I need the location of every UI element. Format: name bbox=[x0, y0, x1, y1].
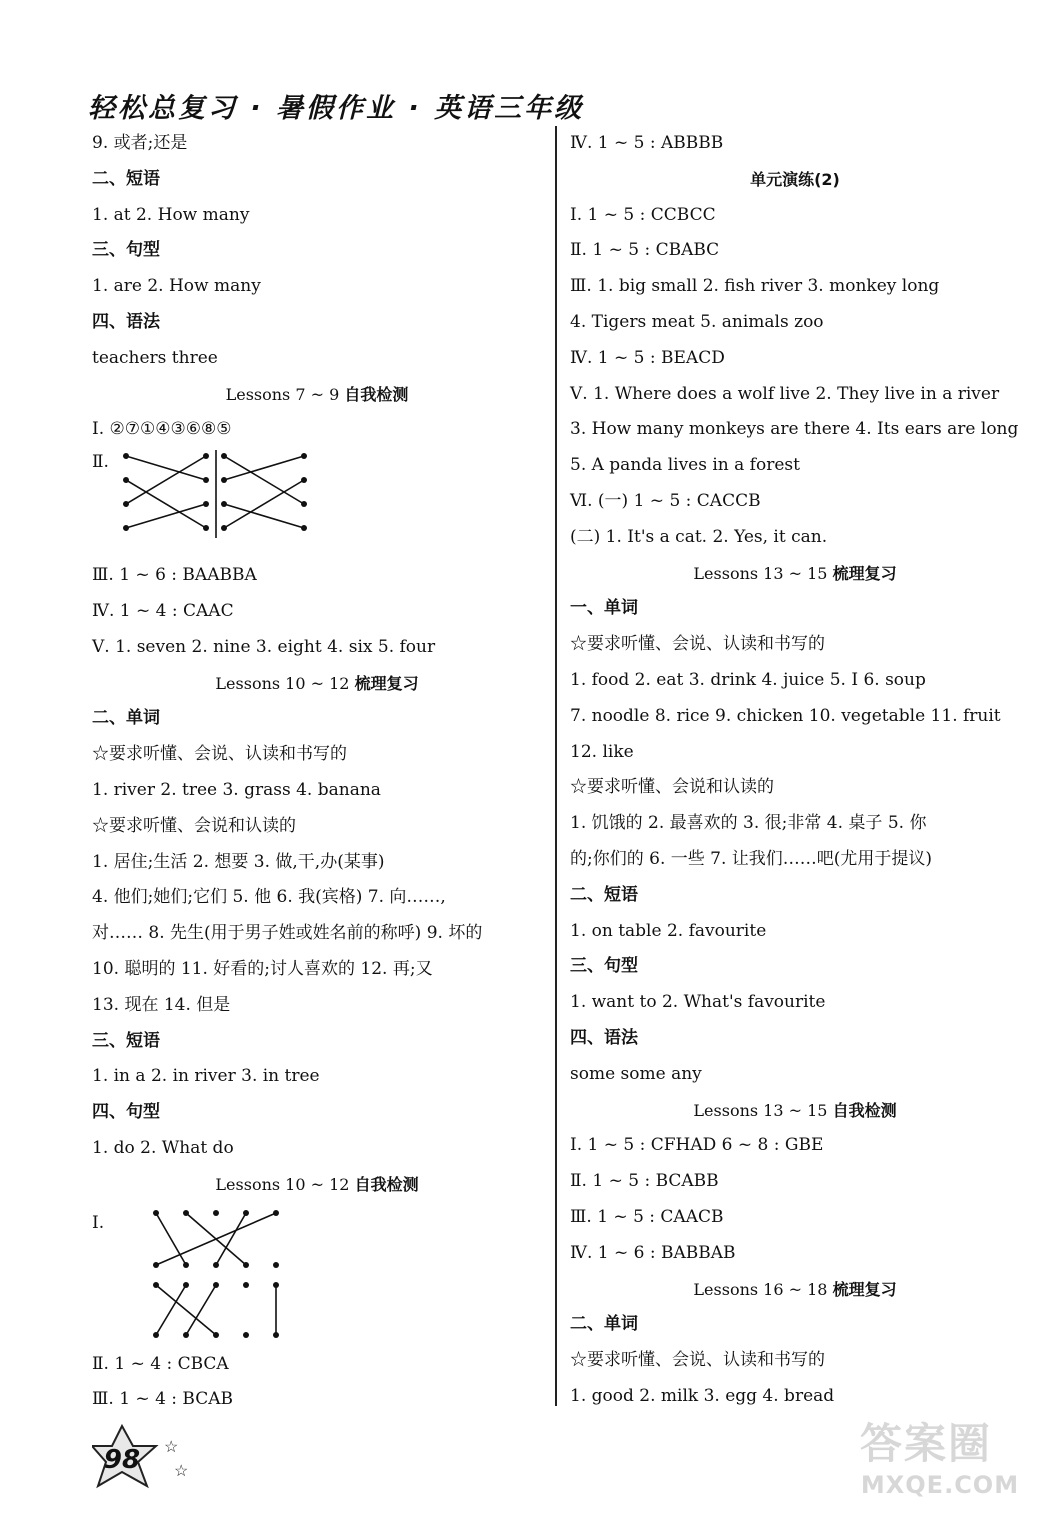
answer-line: 对…… 8. 先生(用于男子姓或姓名前的称呼) 9. 坏的 bbox=[92, 923, 483, 944]
answer-line: 1. in a 2. in river 3. in tree bbox=[92, 1066, 320, 1087]
small-star-icon-2: ☆ bbox=[174, 1461, 189, 1480]
column-divider bbox=[555, 126, 557, 1406]
answer-line: (二) 1. It's a cat. 2. Yes, it can. bbox=[570, 526, 828, 547]
right-column bbox=[570, 126, 1020, 1415]
match-line bbox=[224, 480, 304, 528]
answer-line: Ⅱ. 1 ~ 5 : BCABB bbox=[570, 1171, 719, 1192]
section-heading-title: 自我检测 bbox=[354, 1174, 419, 1194]
match-line bbox=[156, 1285, 186, 1335]
answer-line: Ⅳ. 1 ~ 4 : CAAC bbox=[92, 600, 234, 621]
page-title: 轻松总复习 · 暑假作业 · 英语三年级 bbox=[88, 93, 585, 124]
match-dot bbox=[221, 477, 227, 483]
answer-line: Ⅵ. (一) 1 ~ 5 : CACCB bbox=[570, 490, 761, 511]
answer-line: 1. at 2. How many bbox=[92, 204, 250, 225]
subsection-heading: 三、句型 bbox=[92, 240, 160, 261]
section-heading-lessons: Lessons 7 ~ 9 bbox=[225, 384, 340, 404]
answer-line: Ⅳ. 1 ~ 5 : ABBBB bbox=[570, 133, 724, 153]
match-dot bbox=[213, 1210, 219, 1216]
answer-line: Ⅴ. 1. seven 2. nine 3. eight 4. six 5. four bbox=[92, 636, 436, 657]
answer-line: Ⅴ. 1. Where does a wolf live 2. They live in a river bbox=[570, 383, 1000, 404]
match-dot bbox=[221, 453, 227, 459]
match-line bbox=[186, 1285, 216, 1335]
match-dot bbox=[153, 1332, 159, 1338]
answer-line: 1. good 2. milk 3. egg 4. bread bbox=[570, 1385, 835, 1406]
match-line bbox=[126, 456, 206, 504]
answer-line: Ⅰ. 1 ~ 5 : CFHAD 6 ~ 8 : GBE bbox=[570, 1135, 824, 1156]
matching-lines bbox=[114, 1203, 294, 1353]
subsection-heading: 二、单词 bbox=[92, 708, 160, 729]
answer-line: 1. want to 2. What's favourite bbox=[570, 992, 826, 1013]
match-line bbox=[216, 1213, 246, 1265]
watermark bbox=[860, 1418, 1020, 1518]
match-dot bbox=[123, 453, 129, 459]
match-dot bbox=[123, 477, 129, 483]
answer-line: 3. How many monkeys are there 4. Its ears are long bbox=[570, 419, 1019, 440]
match-dot bbox=[203, 501, 209, 507]
answer-line: Ⅲ. 1. big small 2. fish river 3. monkey long bbox=[570, 276, 940, 297]
section-heading bbox=[570, 1272, 1020, 1308]
match-dot bbox=[243, 1210, 249, 1216]
section-heading-title: 单元演练(2) bbox=[750, 169, 840, 189]
answer-line: 的;你们的 6. 一些 7. 让我们……吧(尤用于提议) bbox=[570, 848, 933, 869]
answer-line: ☆要求听懂、会说和认读的 bbox=[92, 815, 296, 836]
match-dot bbox=[123, 525, 129, 531]
match-dot bbox=[243, 1262, 249, 1268]
matching-diagram bbox=[92, 448, 542, 558]
section-heading-lessons: Lessons 10 ~ 12 bbox=[215, 673, 350, 693]
small-star-icon: ☆ bbox=[164, 1437, 179, 1456]
match-line bbox=[156, 1285, 216, 1335]
section-heading-lessons: Lessons 16 ~ 18 bbox=[693, 1279, 828, 1299]
section-heading bbox=[570, 162, 1020, 198]
match-dot bbox=[213, 1282, 219, 1288]
section-heading-title: 梳理复习 bbox=[832, 1279, 897, 1299]
watermark-bottom: MXQE.COM bbox=[860, 1471, 1020, 1499]
answer-line: 7. noodle 8. rice 9. chicken 10. vegetable 11. fruit bbox=[570, 705, 1001, 726]
answer-line: some some any bbox=[570, 1063, 702, 1084]
answer-line: 13. 现在 14. 但是 bbox=[92, 994, 231, 1015]
answer-line: ☆要求听懂、会说和认读的 bbox=[570, 777, 774, 798]
answer-line: Ⅱ. 1 ~ 4 : CBCA bbox=[92, 1353, 229, 1374]
subsection-heading: 四、语法 bbox=[92, 311, 160, 332]
match-dot bbox=[301, 453, 307, 459]
answer-line: 1. food 2. eat 3. drink 4. juice 5. I 6. soup bbox=[570, 669, 926, 690]
match-dot bbox=[183, 1282, 189, 1288]
match-dot bbox=[203, 525, 209, 531]
answer-line: ☆要求听懂、会说、认读和书写的 bbox=[570, 1350, 825, 1371]
page-number: 98 bbox=[103, 1445, 141, 1475]
answer-line: ☆要求听懂、会说、认读和书写的 bbox=[92, 744, 347, 765]
left-column bbox=[92, 126, 542, 1418]
answer-line: Ⅲ. 1 ~ 4 : BCAB bbox=[92, 1389, 234, 1410]
subsection-heading: 四、语法 bbox=[570, 1027, 638, 1048]
page-number-star-badge bbox=[92, 1424, 202, 1494]
answer-line: 10. 聪明的 11. 好看的;讨人喜欢的 12. 再;又 bbox=[92, 958, 433, 979]
section-heading-lessons: Lessons 13 ~ 15 bbox=[693, 563, 828, 583]
section-heading bbox=[570, 1093, 1020, 1129]
match-dot bbox=[183, 1262, 189, 1268]
match-dot bbox=[203, 477, 209, 483]
section-heading-title: 梳理复习 bbox=[354, 673, 419, 693]
answer-line: ☆要求听懂、会说、认读和书写的 bbox=[570, 634, 825, 655]
watermark-top: 答案圈 bbox=[860, 1419, 993, 1468]
match-line bbox=[126, 504, 206, 528]
match-dot bbox=[123, 501, 129, 507]
section-heading-lessons: Lessons 10 ~ 12 bbox=[215, 1174, 350, 1194]
subsection-heading: 一、单词 bbox=[570, 598, 638, 619]
answer-line: Ⅳ. 1 ~ 5 : BEACD bbox=[570, 347, 725, 368]
match-dot bbox=[273, 1210, 279, 1216]
section-heading-lessons: Lessons 13 ~ 15 bbox=[693, 1100, 828, 1120]
match-dot bbox=[243, 1282, 249, 1288]
answer-line: 1. 居住;生活 2. 想要 3. 做,干,办(某事) bbox=[92, 851, 385, 872]
answer-line: 5. A panda lives in a forest bbox=[570, 455, 800, 476]
match-line bbox=[126, 456, 206, 480]
match-dot bbox=[273, 1262, 279, 1268]
match-dot bbox=[213, 1262, 219, 1268]
match-dot bbox=[213, 1332, 219, 1338]
subsection-heading: 四、句型 bbox=[92, 1102, 160, 1123]
match-dot bbox=[301, 477, 307, 483]
match-dot bbox=[153, 1210, 159, 1216]
subsection-heading: 二、短语 bbox=[570, 884, 638, 905]
match-dot bbox=[301, 525, 307, 531]
match-line bbox=[224, 456, 304, 480]
answer-line: 4. 他们;她们;它们 5. 他 6. 我(宾格) 7. 向……, bbox=[92, 887, 446, 908]
subsection-heading: 三、句型 bbox=[570, 956, 638, 977]
match-dot bbox=[301, 501, 307, 507]
match-dot bbox=[183, 1210, 189, 1216]
answer-line: 1. on table 2. favourite bbox=[570, 920, 767, 941]
section-heading-title: 自我检测 bbox=[832, 1100, 897, 1120]
matching-label: Ⅰ. bbox=[92, 1212, 105, 1233]
answer-line: Ⅳ. 1 ~ 6 : BABBAB bbox=[570, 1242, 736, 1263]
section-heading bbox=[92, 666, 542, 702]
match-dot bbox=[183, 1332, 189, 1338]
answer-line: Ⅲ. 1 ~ 5 : CAACB bbox=[570, 1206, 724, 1227]
match-line bbox=[224, 456, 304, 504]
matching-lines bbox=[114, 448, 314, 558]
answer-line: 1. do 2. What do bbox=[92, 1137, 234, 1158]
match-dot bbox=[221, 525, 227, 531]
match-dot bbox=[273, 1282, 279, 1288]
subsection-heading: 二、单词 bbox=[570, 1314, 638, 1335]
match-line bbox=[156, 1213, 186, 1265]
matching-diagram bbox=[92, 1203, 542, 1347]
matching-label: Ⅱ. bbox=[92, 452, 109, 473]
match-dot bbox=[273, 1332, 279, 1338]
answer-line: 1. 饥饿的 2. 最喜欢的 3. 很;非常 4. 桌子 5. 你 bbox=[570, 813, 927, 834]
answer-line: Ⅱ. 1 ~ 5 : CBABC bbox=[570, 240, 720, 261]
answer-line: Ⅰ. 1 ~ 5 : CCBCC bbox=[570, 204, 716, 225]
match-line bbox=[186, 1213, 246, 1265]
answer-line: Ⅰ. ②⑦①④③⑥⑧⑤ bbox=[92, 419, 232, 440]
match-line bbox=[126, 480, 206, 528]
match-dot bbox=[221, 501, 227, 507]
answer-line: teachers three bbox=[92, 347, 218, 368]
subsection-heading: 三、短语 bbox=[92, 1030, 160, 1051]
answer-line: 1. are 2. How many bbox=[92, 276, 261, 297]
answer-line: Ⅲ. 1 ~ 6 : BAABBA bbox=[92, 565, 257, 586]
match-dot bbox=[153, 1262, 159, 1268]
section-heading-title: 自我检测 bbox=[344, 384, 409, 404]
match-dot bbox=[203, 453, 209, 459]
section-heading bbox=[92, 1167, 542, 1203]
answer-line: 1. river 2. tree 3. grass 4. banana bbox=[92, 779, 381, 800]
answer-line: 9. 或者;还是 bbox=[92, 133, 188, 153]
section-heading bbox=[570, 556, 1020, 592]
section-heading-title: 梳理复习 bbox=[832, 563, 897, 583]
answer-line: 12. like bbox=[570, 741, 634, 762]
match-dot bbox=[153, 1282, 159, 1288]
match-line bbox=[224, 504, 304, 528]
section-heading bbox=[92, 377, 542, 413]
subsection-heading: 二、短语 bbox=[92, 168, 160, 189]
match-dot bbox=[243, 1332, 249, 1338]
answer-line: 4. Tigers meat 5. animals zoo bbox=[570, 311, 824, 332]
